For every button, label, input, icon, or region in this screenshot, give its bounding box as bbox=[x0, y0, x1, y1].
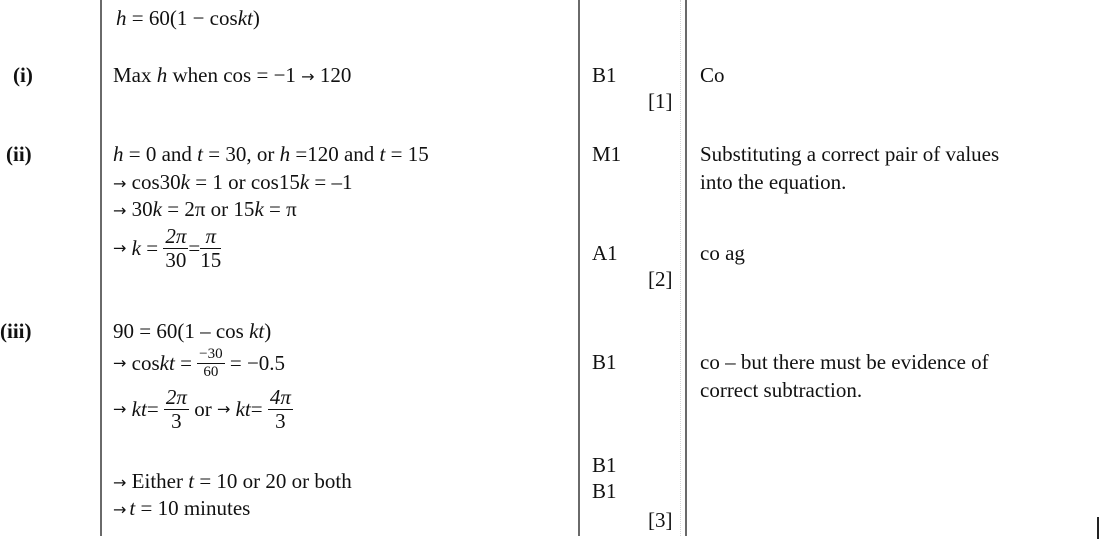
text: = bbox=[188, 236, 201, 260]
var-k: k bbox=[152, 197, 162, 221]
mark-i-1: B1 bbox=[592, 63, 617, 87]
fraction-2pi-30 bbox=[163, 226, 188, 271]
arrow-icon: → bbox=[113, 473, 127, 492]
denominator: 30 bbox=[165, 248, 187, 272]
var-h: h bbox=[116, 6, 127, 30]
text: 120 bbox=[314, 63, 352, 87]
part-ii-line-3 bbox=[113, 199, 297, 220]
var-kt: kt bbox=[237, 6, 253, 30]
arrow-icon: → bbox=[216, 399, 231, 419]
text: = bbox=[146, 397, 159, 421]
text: = 15 bbox=[385, 142, 429, 166]
arrow-icon: → bbox=[301, 67, 315, 86]
part-ii-line-4 bbox=[113, 226, 221, 271]
var-kt: kt bbox=[159, 351, 175, 375]
text: = 1 or cos15 bbox=[189, 170, 300, 194]
marks-left-rule bbox=[578, 0, 580, 536]
part-label-iii: (iii) bbox=[0, 319, 32, 343]
part-ii-line-1 bbox=[113, 144, 429, 165]
var-t: t bbox=[379, 142, 386, 166]
comment-ii-2: into the equation. bbox=[700, 170, 847, 194]
fraction-minus30-60 bbox=[197, 347, 224, 380]
part-iii-line-2 bbox=[113, 347, 285, 380]
var-h: h bbox=[279, 142, 291, 166]
var-h: h bbox=[156, 63, 168, 87]
var-t: t bbox=[188, 469, 195, 493]
numerator: 4π bbox=[269, 385, 291, 409]
part-label-i: (i) bbox=[13, 63, 33, 87]
part-ii-line-2 bbox=[113, 172, 353, 193]
fraction-pi-15 bbox=[200, 226, 221, 271]
arrow-icon: → bbox=[113, 238, 127, 258]
text: ) bbox=[264, 319, 272, 343]
var-k: k bbox=[180, 170, 190, 194]
mark-ii-2: A1 bbox=[592, 241, 618, 265]
text: = bbox=[146, 236, 164, 260]
numerator: 2π bbox=[165, 224, 187, 248]
text-cursor bbox=[1097, 517, 1099, 539]
total-ii: [2] bbox=[648, 267, 673, 291]
text: Either bbox=[126, 469, 189, 493]
arrow-icon: → bbox=[113, 353, 127, 373]
arrow-icon: → bbox=[113, 201, 127, 220]
mark-iii-1: B1 bbox=[592, 350, 617, 374]
comment-ii-1: Substituting a correct pair of values bbox=[700, 142, 1000, 166]
numerator: −30 bbox=[199, 346, 223, 362]
fraction-2pi-3 bbox=[164, 387, 189, 432]
var-t: t bbox=[197, 142, 204, 166]
arrow-icon: → bbox=[113, 174, 127, 193]
var-kt: kt bbox=[235, 397, 251, 421]
eq-text: = 60(1 − cos bbox=[126, 6, 238, 30]
var-kt: kt bbox=[131, 397, 147, 421]
text: = –1 bbox=[309, 170, 353, 194]
var-t: t bbox=[129, 496, 136, 520]
header-equation bbox=[116, 8, 260, 29]
text: = 2π or 15 bbox=[161, 197, 255, 221]
text: = bbox=[174, 351, 198, 375]
text: cos bbox=[126, 351, 160, 375]
part-i-line-1 bbox=[113, 65, 351, 86]
numerator: π bbox=[200, 226, 221, 249]
denominator: 15 bbox=[200, 248, 222, 272]
comment-i-1: Co bbox=[700, 63, 725, 87]
part-label-ii: (ii) bbox=[6, 142, 32, 166]
eq-text: ) bbox=[252, 6, 260, 30]
part-iii-line-5 bbox=[113, 498, 250, 519]
total-i: [1] bbox=[648, 89, 673, 113]
mark-iii-3: B1 bbox=[592, 479, 617, 503]
var-kt: kt bbox=[249, 319, 265, 343]
var-k: k bbox=[254, 197, 264, 221]
comment-iii-1: co – but there must be evidence of bbox=[700, 350, 989, 374]
var-h: h bbox=[113, 142, 124, 166]
mark-ii-1: M1 bbox=[592, 142, 622, 166]
marks-inner-rule bbox=[680, 0, 681, 536]
text: = π bbox=[263, 197, 297, 221]
text: 90 = 60(1 – cos bbox=[113, 319, 250, 343]
text: = 30, or bbox=[203, 142, 280, 166]
part-iii-line-4 bbox=[113, 471, 352, 492]
text: = 10 or 20 or both bbox=[194, 469, 352, 493]
arrow-icon: → bbox=[113, 399, 127, 419]
text: =120 and bbox=[290, 142, 380, 166]
comment-ii-3: co ag bbox=[700, 241, 745, 265]
text: = 0 and bbox=[123, 142, 198, 166]
comment-iii-2: correct subtraction. bbox=[700, 378, 863, 402]
denominator: 60 bbox=[203, 364, 219, 380]
mark-iii-2: B1 bbox=[592, 453, 617, 477]
text: Max bbox=[113, 63, 157, 87]
text: or bbox=[194, 397, 217, 421]
denominator: 3 bbox=[275, 409, 286, 433]
part-iii-line-1 bbox=[113, 321, 271, 342]
text: = bbox=[250, 397, 263, 421]
marks-right-rule bbox=[685, 0, 687, 536]
part-iii-line-3 bbox=[113, 387, 293, 432]
var-k: k bbox=[131, 236, 141, 260]
text: when cos = −1 bbox=[167, 63, 302, 87]
total-iii: [3] bbox=[648, 508, 673, 532]
numerator: 2π bbox=[165, 385, 187, 409]
var-k: k bbox=[299, 170, 310, 194]
left-rule bbox=[100, 0, 102, 536]
arrow-icon: → bbox=[113, 500, 127, 519]
text: cos30 bbox=[126, 170, 181, 194]
text: 30 bbox=[126, 197, 153, 221]
fraction-4pi-3 bbox=[268, 387, 293, 432]
text: = −0.5 bbox=[224, 351, 286, 375]
denominator: 3 bbox=[171, 409, 182, 433]
text: = 10 minutes bbox=[135, 496, 251, 520]
